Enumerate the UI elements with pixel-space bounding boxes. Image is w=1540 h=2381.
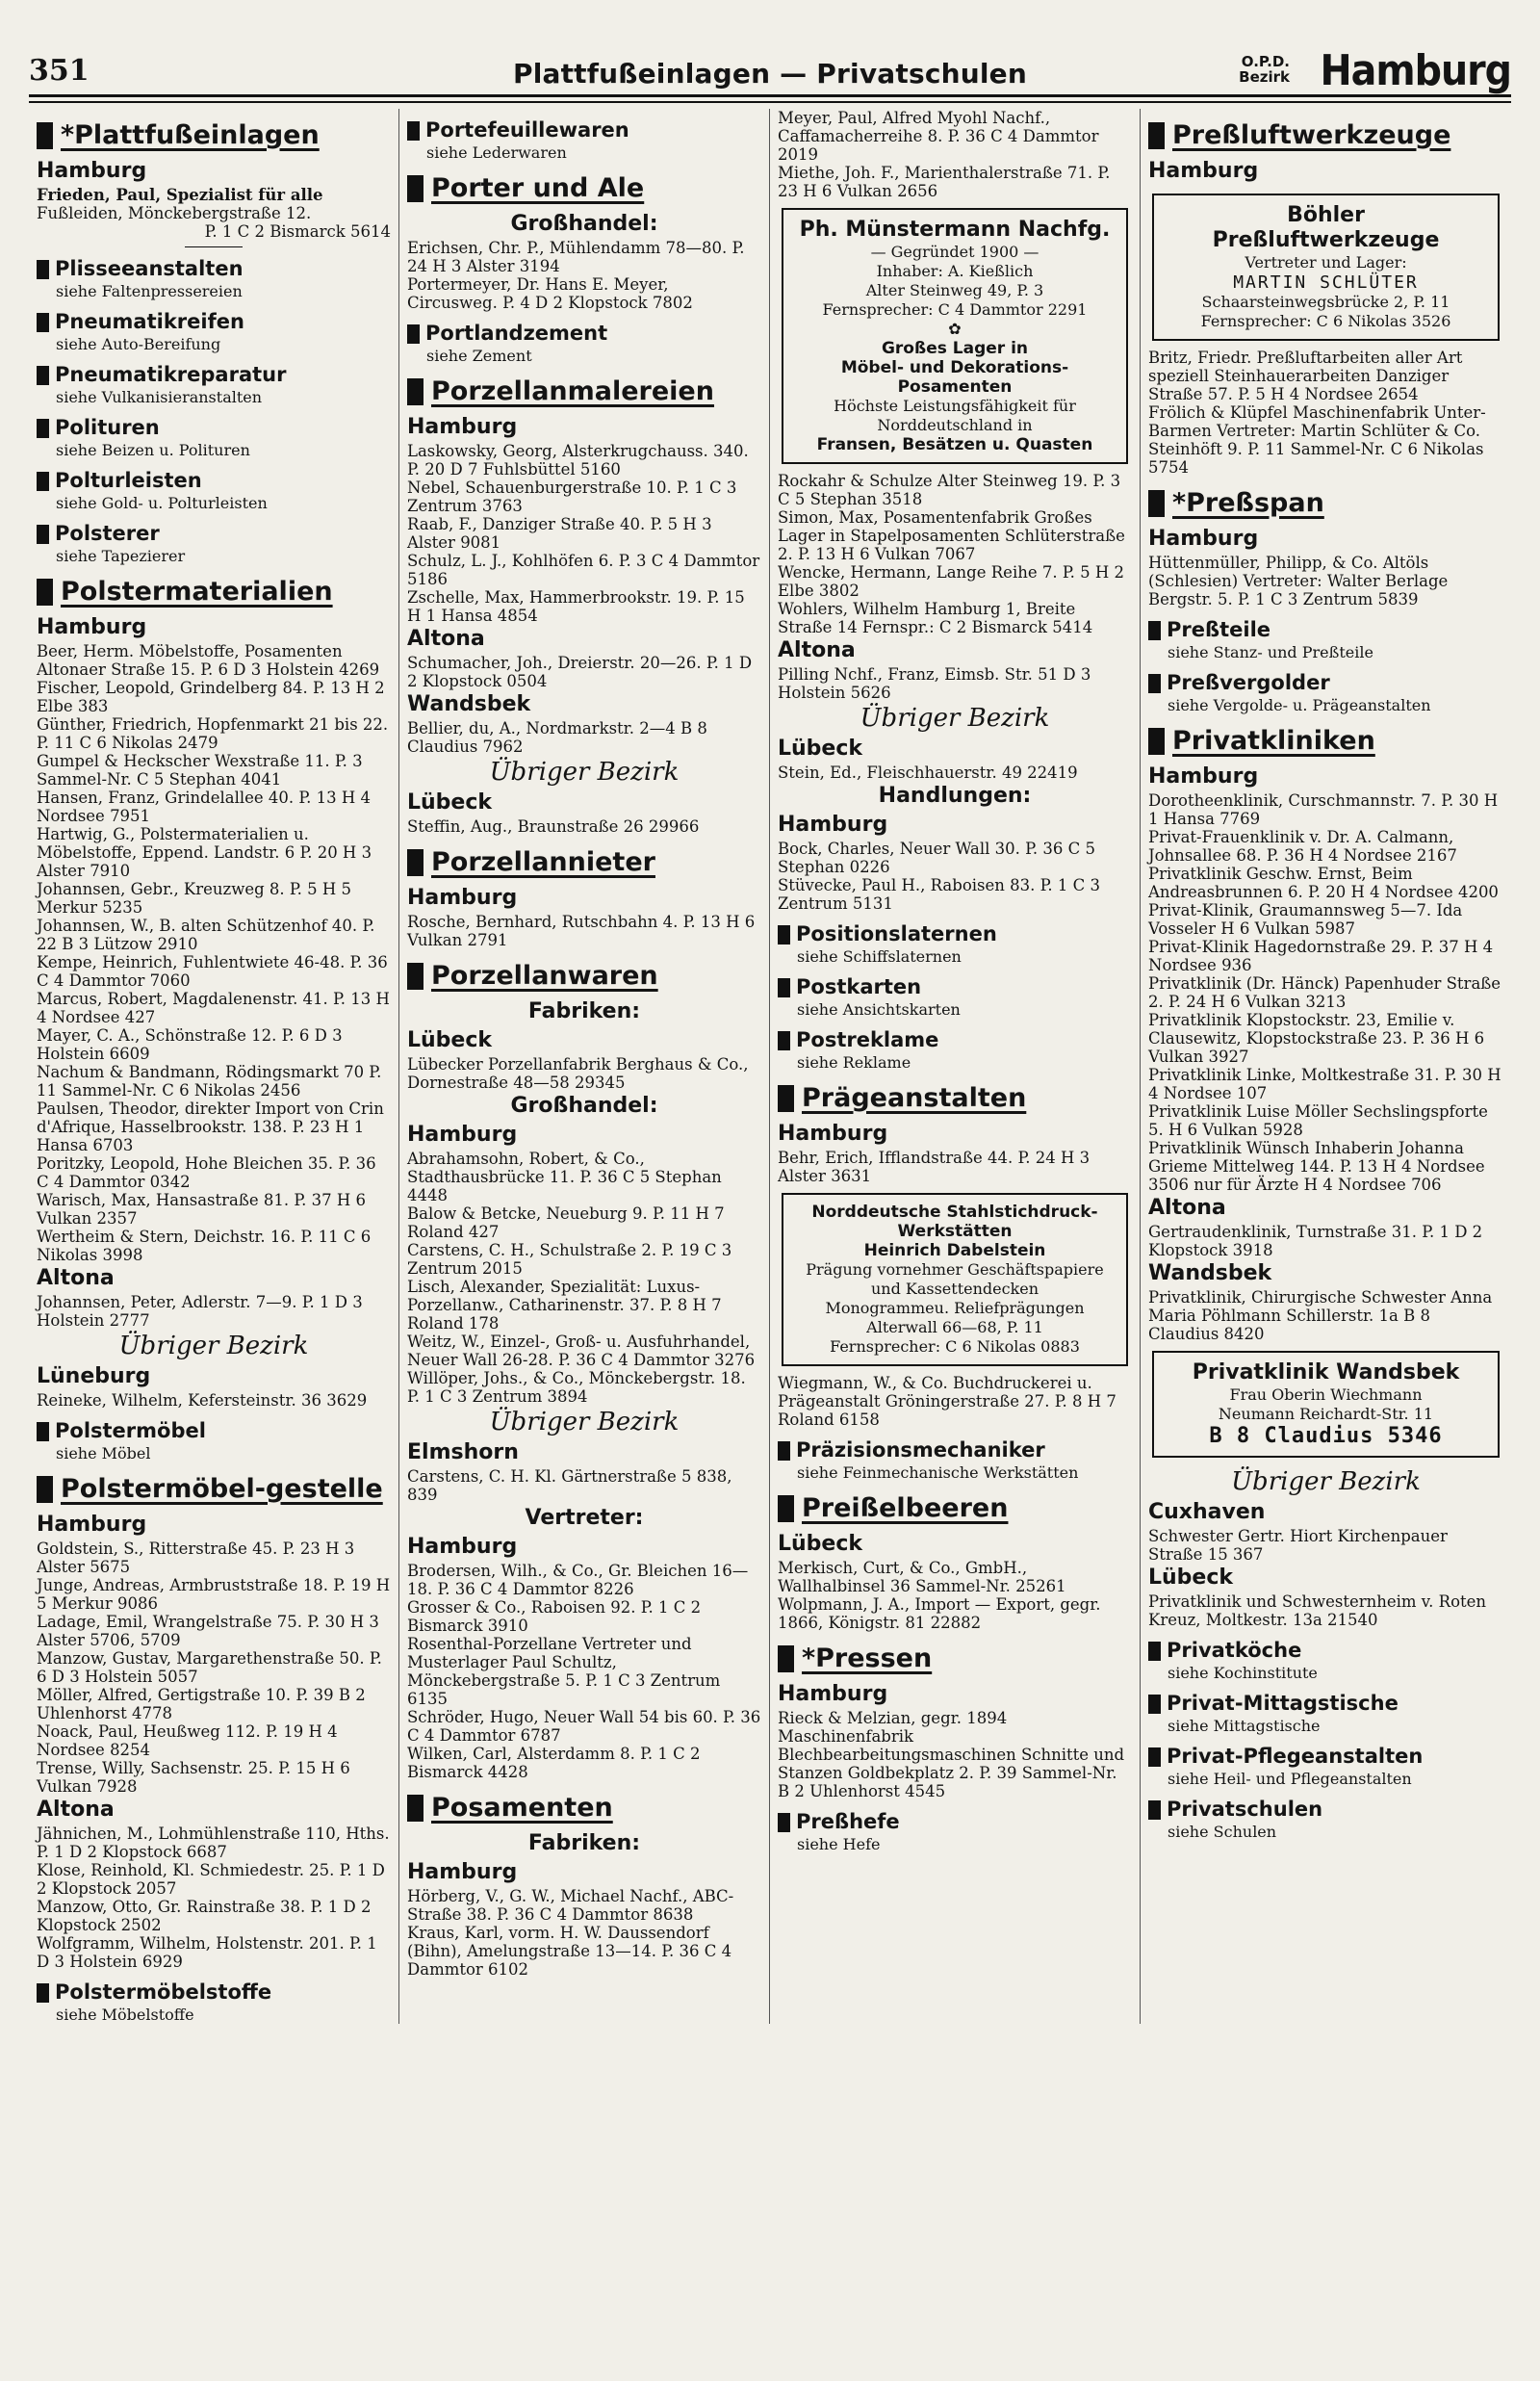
section-heading: Pneumatikreifen xyxy=(37,310,391,334)
entry: Manzow, Gustav, Margarethenstraße 50. P. 6 D 3 Holstein 5057 xyxy=(37,1649,382,1686)
section-heading: Polturleisten xyxy=(37,469,391,493)
entry: Simon, Max, Posamentenfabrik Großes Lager in Stapelposamenten Schlüterstraße 2. P. 13 H 6 Vulkan 7067 xyxy=(778,508,1125,563)
entry: Günther, Friedrich, Hopfenmarkt 21 bis 22. P. 11 C 6 Nikolas 2479 xyxy=(37,715,389,752)
bullet-square-icon xyxy=(407,324,420,344)
cross-reference: siehe Auto-Bereifung xyxy=(56,335,221,353)
location-heading: Hamburg xyxy=(37,615,147,639)
cross-reference: siehe Heil- und Pflegeanstalten xyxy=(1168,1770,1412,1788)
entry: Wolpmann, J. A., Import — Export, gegr. 1866, Königstr. 81 22882 xyxy=(778,1595,1101,1632)
entry: Ladage, Emil, Wrangelstraße 75. P. 30 H 3 Alster 5706, 5709 xyxy=(37,1613,379,1649)
entry: Hörberg, V., G. W., Michael Nachf., ABC-Straße 38. P. 36 C 4 Dammtor 8638 xyxy=(407,1887,734,1924)
location-heading: Hamburg xyxy=(407,415,518,439)
entry: Stüvecke, Paul H., Raboisen 83. P. 1 C 3 Zentrum 5131 xyxy=(778,876,1100,913)
advertisement-box: Böhler Preßluftwerkzeuge Vertreter und Lager: MARTIN SCHLÜTER Schaarsteinwegsbrücke 2, P. 11 Fernsprecher: C 6 Nikolas 3526 xyxy=(1152,194,1500,341)
bullet-square-icon xyxy=(1148,1800,1161,1820)
entry: Laskowsky, Georg, Alsterkrugchauss. 340. P. 20 D 7 Fuhlsbüttel 5160 xyxy=(407,442,749,479)
bullet-square-icon xyxy=(407,378,424,405)
entry: Poritzky, Leopold, Hohe Bleichen 35. P. 36 C 4 Dammtor 0342 xyxy=(37,1154,376,1191)
bullet-square-icon xyxy=(778,1441,790,1461)
bullet-square-icon xyxy=(37,419,49,438)
entry: Trense, Willy, Sachsenstr. 25. P. 15 H 6 Vulkan 7928 xyxy=(37,1759,350,1796)
entry: Frölich & Klüpfel Maschinenfabrik Unter-Barmen Vertreter: Martin Schlüter & Co. Steinhöft 9. P. 11 Sammel-Nr. C 6 Nikolas 5754 xyxy=(1148,403,1486,477)
entry: Beer, Herm. Möbelstoffe, Posamenten Altonaer Straße 15. P. 6 D 3 Holstein 4269 xyxy=(37,642,380,679)
columns xyxy=(29,109,1511,2024)
entry: Behr, Erich, Ifflandstraße 44. P. 24 H 3 Alster 3631 xyxy=(778,1149,1091,1185)
page-header xyxy=(29,25,1511,97)
cross-reference: siehe Möbelstoffe xyxy=(56,2006,194,2024)
bullet-square-icon xyxy=(37,579,53,606)
section-heading: Positionslaternen xyxy=(778,922,1132,946)
entry: Wiegmann, W., & Co. Buchdruckerei u. Prägeanstalt Gröningerstraße 27. P. 8 H 7 Roland 6158 xyxy=(778,1374,1116,1429)
section-heading: Plisseeanstalten xyxy=(37,257,391,281)
location-heading: Lübeck xyxy=(778,1532,863,1556)
entry: Schwester Gertr. Hiort Kirchenpauer Straße 15 367 xyxy=(1148,1527,1448,1564)
cross-reference: siehe Stanz- und Preßteile xyxy=(1168,643,1373,661)
cross-reference: siehe Beizen u. Polituren xyxy=(56,441,250,459)
bullet-square-icon xyxy=(37,122,53,149)
entry: Britz, Friedr. Preßluftarbeiten aller Art speziell Steinhauerarbeiten Danziger Straße 57. P. 5 H 4 Nordsee 2654 xyxy=(1148,349,1463,403)
entry: Willöper, Johs., & Co., Mönckebergstr. 18. P. 1 C 3 Zentrum 3894 xyxy=(407,1369,746,1406)
entry: Privat-Klinik, Graumannsweg 5—7. Ida Vosseler H 6 Vulkan 5987 xyxy=(1148,901,1463,938)
entry: Rockahr & Schulze Alter Steinweg 19. P. 3 C 5 Stephan 3518 xyxy=(778,472,1121,508)
entry: Privatklinik Luise Möller Sechslingspforte 5. H 6 Vulkan 5928 xyxy=(1148,1102,1488,1139)
location-heading: Lübeck xyxy=(778,737,863,761)
bullet-square-icon xyxy=(407,175,424,202)
page-number: 351 xyxy=(29,54,90,88)
entry: Rosche, Bernhard, Rutschbahn 4. P. 13 H 6 Vulkan 2791 xyxy=(407,913,756,949)
section-heading: Privat-Pflegeanstalten xyxy=(1148,1745,1503,1769)
subsection-heading: Handlungen: xyxy=(878,784,1032,808)
bullet-square-icon xyxy=(407,1795,424,1822)
location-heading: Cuxhaven xyxy=(1148,1500,1266,1524)
entry: Hartwig, G., Polstermaterialien u. Möbelstoffe, Eppend. Landstr. 6 P. 20 H 3 Alster 7910 xyxy=(37,825,372,880)
location-heading: Hamburg xyxy=(778,1122,888,1146)
cross-reference: siehe Mittagstische xyxy=(1168,1717,1321,1735)
column-4 xyxy=(1141,109,1511,2024)
entry: Schumacher, Joh., Dreierstr. 20—26. P. 1 D 2 Klopstock 0504 xyxy=(407,654,753,690)
cross-reference: siehe Reklame xyxy=(797,1053,911,1072)
column-1 xyxy=(29,109,399,2024)
section-heading: Privatköche xyxy=(1148,1639,1503,1663)
entry: Möller, Alfred, Gertigstraße 10. P. 39 B 2 Uhlenhorst 4778 xyxy=(37,1686,366,1722)
location-heading: Wandsbek xyxy=(407,692,531,716)
section-heading: Prägeanstalten xyxy=(778,1083,1132,1114)
bullet-square-icon xyxy=(407,121,420,141)
entry: Johannsen, Gebr., Kreuzweg 8. P. 5 H 5 Merkur 5235 xyxy=(37,880,352,917)
entry: Privatklinik Linke, Moltkestraße 31. P. 30 H 4 Nordsee 107 xyxy=(1148,1066,1502,1102)
location-heading: Hamburg xyxy=(407,1860,518,1884)
bullet-square-icon xyxy=(1148,490,1165,517)
section-heading: Posamenten xyxy=(407,1793,761,1824)
location-heading: Hamburg xyxy=(407,886,518,910)
bullet-square-icon xyxy=(778,1645,794,1672)
subsection-heading: Fabriken: xyxy=(527,999,641,1023)
section-heading: Privatschulen xyxy=(1148,1798,1503,1822)
entry: Raab, F., Danziger Straße 40. P. 5 H 3 Alster 9081 xyxy=(407,515,712,552)
entry: Schulz, L. J., Kohlhöfen 6. P. 3 C 4 Dammtor 5186 xyxy=(407,552,760,588)
cross-reference: siehe Schiffslaternen xyxy=(797,947,962,966)
advertisement-box: Ph. Münstermann Nachfg. — Gegründet 1900 — Inhaber: A. Kießlich Alter Steinweg 49, P. 3 Fernsprecher: C 4 Dammtor 2291 ✿ Großes Lager in Möbel- und Dekorations- Posamenten Höchste Leistungsfähigkeit für Norddeutschland in Fransen, Besätzen u. Quasten xyxy=(782,208,1128,464)
bullet-square-icon xyxy=(778,978,790,997)
entry: Wolfgramm, Wilhelm, Holstenstr. 201. P. 1 D 3 Holstein 6929 xyxy=(37,1934,377,1971)
entry: Goldstein, S., Ritterstraße 45. P. 23 H 3 Alster 5675 xyxy=(37,1540,355,1576)
location-heading: Hamburg xyxy=(1148,527,1259,551)
cross-reference: siehe Kochinstitute xyxy=(1168,1664,1318,1682)
entry: Kraus, Karl, vorm. H. W. Daussendorf (Bihn), Amelungstraße 13—14. P. 36 C 4 Dammtor 6102 xyxy=(407,1924,732,1979)
header-rule xyxy=(29,101,1511,103)
entry: Zschelle, Max, Hammerbrookstr. 19. P. 15 H 1 Hansa 4854 xyxy=(407,588,745,625)
entry: Fischer, Leopold, Grindelberg 84. P. 13 H 2 Elbe 383 xyxy=(37,679,385,715)
cross-reference: siehe Tapezierer xyxy=(56,547,186,565)
bullet-square-icon xyxy=(37,1983,49,2003)
bullet-square-icon xyxy=(778,1495,794,1522)
entry: Pilling Nchf., Franz, Eimsb. Str. 51 D 3 Holstein 5626 xyxy=(778,665,1091,702)
cross-reference: siehe Vergolde- u. Prägeanstalten xyxy=(1168,696,1431,714)
entry: Rieck & Melzian, gegr. 1894 Maschinenfabrik Blechbearbeitungsmaschinen Schnitte und Stanzen Goldbekplatz 2. P. 39 Sammel-Nr. B 2 Uhlenhorst 4545 xyxy=(778,1709,1125,1800)
entry: Reineke, Wilhelm, Kefersteinstr. 36 3629 xyxy=(37,1391,368,1410)
entry: Johannsen, Peter, Adlerstr. 7—9. P. 1 D 3 Holstein 2777 xyxy=(37,1293,363,1330)
cross-reference: siehe Lederwaren xyxy=(426,143,567,162)
bullet-square-icon xyxy=(1148,621,1161,640)
subsection-heading: Großhandel: xyxy=(510,1094,658,1118)
entry: Dorotheenklinik, Curschmannstr. 7. P. 30 H 1 Hansa 7769 xyxy=(1148,791,1499,828)
location-heading: Hamburg xyxy=(37,159,147,183)
entry: Grosser & Co., Raboisen 92. P. 1 C 2 Bismarck 3910 xyxy=(407,1598,702,1635)
entry: Balow & Betcke, Neueburg 9. P. 11 H 7 Roland 427 xyxy=(407,1204,725,1241)
region-heading: Übriger Bezirk xyxy=(118,1332,309,1360)
bullet-square-icon xyxy=(1148,1642,1161,1661)
entry: Privatklinik (Dr. Hänck) Papenhuder Straße 2. P. 24 H 6 Vulkan 3213 xyxy=(1148,974,1502,1011)
entry: Gertraudenklinik, Turnstraße 31. P. 1 D 2 Klopstock 3918 xyxy=(1148,1223,1483,1259)
section-heading: Preißelbeeren xyxy=(778,1493,1132,1524)
entry: Marcus, Robert, Magdalenenstr. 41. P. 13 H 4 Nordsee 427 xyxy=(37,990,390,1026)
region-heading: Übriger Bezirk xyxy=(489,1408,680,1436)
entry: Steffin, Aug., Braunstraße 26 29966 xyxy=(407,817,700,836)
cross-reference: siehe Zement xyxy=(426,347,532,365)
location-heading: Altona xyxy=(1148,1196,1226,1220)
section-heading: Präzisionsmechaniker xyxy=(778,1438,1132,1462)
location-heading: Hamburg xyxy=(1148,764,1259,789)
advertisement-box: Norddeutsche Stahlstichdruck- Werkstätten Heinrich Dabelstein Prägung vornehmer Geschäftspapiere und Kassettendecken Monogrammeu. Reliefprägungen Alterwall 66—68, P. 11 Fernsprecher: C 6 Nikolas 0883 xyxy=(782,1193,1128,1366)
cross-reference: siehe Gold- u. Polturleisten xyxy=(56,494,268,512)
entry: Privatklinik Geschw. Ernst, Beim Andreasbrunnen 6. P. 20 H 4 Nordsee 4200 xyxy=(1148,865,1499,901)
bullet-square-icon xyxy=(37,366,49,385)
district-label: O.P.D. Bezirk xyxy=(1239,53,1290,86)
entry: Privatklinik und Schwesternheim v. Roten Kreuz, Moltkestr. 13a 21540 xyxy=(1148,1592,1487,1629)
bullet-square-icon xyxy=(37,525,49,544)
entry: Wilken, Carl, Alsterdamm 8. P. 1 C 2 Bismarck 4428 xyxy=(407,1745,701,1781)
subsection-heading: Fabriken: xyxy=(527,1831,641,1855)
location-heading: Hamburg xyxy=(778,813,888,837)
location-heading: Hamburg xyxy=(1148,159,1259,183)
location-heading: Lübeck xyxy=(407,1028,493,1052)
subsection-heading: Großhandel: xyxy=(510,212,658,236)
section-heading: Porzellanwaren xyxy=(407,961,761,992)
section-heading: *Pressen xyxy=(778,1643,1132,1674)
location-heading: Altona xyxy=(37,1266,115,1290)
bullet-square-icon xyxy=(778,1813,790,1832)
location-heading: Hamburg xyxy=(407,1535,518,1559)
entry: Hüttenmüller, Philipp, & Co. Altöls (Schlesien) Vertreter: Walter Berlage Bergstr. 5. P. 1 C 3 Zentrum 5839 xyxy=(1148,554,1449,608)
entry: Bock, Charles, Neuer Wall 30. P. 36 C 5 Stephan 0226 xyxy=(778,840,1095,876)
section-heading: Privat-Mittagstische xyxy=(1148,1692,1503,1716)
entry: Lisch, Alexander, Spezialität: Luxus-Porzellanw., Catharinenstr. 37. P. 8 H 7 Roland 178 xyxy=(407,1278,722,1333)
cross-reference: siehe Feinmechanische Werkstätten xyxy=(797,1463,1079,1482)
entry: Jähnichen, M., Lohmühlenstraße 110, Hths. P. 1 D 2 Klopstock 6687 xyxy=(37,1825,390,1861)
advertisement-box: Privatklinik Wandsbek Frau Oberin Wiechmann Neumann Reichardt-Str. 11 B 8 Claudius 5346 xyxy=(1152,1351,1500,1458)
section-heading: Portefeuillewaren xyxy=(407,118,761,142)
subsection-heading: Vertreter: xyxy=(525,1506,644,1530)
cross-reference: siehe Vulkanisieranstalten xyxy=(56,388,263,406)
section-heading: Polsterer xyxy=(37,522,391,546)
entry: Mayer, C. A., Schönstraße 12. P. 6 D 3 Holstein 6609 xyxy=(37,1026,343,1063)
bullet-square-icon xyxy=(1148,1747,1161,1767)
bullet-square-icon xyxy=(1148,122,1165,149)
entry: Noack, Paul, Heußweg 112. P. 19 H 4 Nordsee 8254 xyxy=(37,1722,338,1759)
section-heading: Portlandzement xyxy=(407,322,761,346)
entry: Rosenthal-Porzellane Vertreter und Musterlager Paul Schultz, Mönckebergstraße 5. P. 1 C 3 Zentrum 6135 xyxy=(407,1635,721,1708)
entry: Stein, Ed., Fleischhauerstr. 49 22419 xyxy=(778,763,1078,782)
section-heading: Polstermaterialien xyxy=(37,577,391,608)
entry: Frieden, Paul, Spezialist für alle Fußleiden, Mönckebergstraße 12. P. 1 C 2 Bismarck 5614 xyxy=(37,186,391,241)
ornament-icon: ✿ xyxy=(948,320,962,338)
bullet-square-icon xyxy=(37,1422,49,1441)
entry: Carstens, C. H. Kl. Gärtnerstraße 5 838, 839 xyxy=(407,1467,732,1504)
section-heading: Preßteile xyxy=(1148,618,1503,642)
section-heading: Preßhefe xyxy=(778,1810,1132,1834)
section-heading: Preßluftwerkzeuge xyxy=(1148,120,1503,151)
bullet-square-icon xyxy=(1148,674,1161,693)
running-title: Plattfußeinlagen — Privatschulen xyxy=(512,58,1028,90)
section-heading: Pneumatikreparatur xyxy=(37,363,391,387)
location-heading: Elmshorn xyxy=(407,1440,519,1464)
bullet-square-icon xyxy=(778,925,790,945)
cross-reference: siehe Ansichtskarten xyxy=(797,1000,961,1019)
bullet-square-icon xyxy=(1148,728,1165,755)
bullet-square-icon xyxy=(407,963,424,990)
entry: Privat-Frauenklinik v. Dr. A. Calmann, Johnsallee 68. P. 36 H 4 Nordsee 2167 xyxy=(1148,828,1457,865)
section-heading: *Preßspan xyxy=(1148,488,1503,519)
bullet-square-icon xyxy=(37,1476,53,1503)
entry: Junge, Andreas, Armbruststraße 18. P. 19 H 5 Merkur 9086 xyxy=(37,1576,391,1613)
entry: Portermeyer, Dr. Hans E. Meyer, Circusweg. P. 4 D 2 Klopstock 7802 xyxy=(407,275,693,312)
section-heading: Polstermöbelstoffe xyxy=(37,1980,391,2005)
bullet-square-icon xyxy=(778,1031,790,1050)
location-heading: Wandsbek xyxy=(1148,1261,1272,1285)
section-heading: Postreklame xyxy=(778,1028,1132,1052)
entry: Kempe, Heinrich, Fuhlentwiete 46-48. P. 36 C 4 Dammtor 7060 xyxy=(37,953,388,990)
location-heading: Hamburg xyxy=(37,1513,147,1537)
entry: Bellier, du, A., Nordmarkstr. 2—4 B 8 Claudius 7962 xyxy=(407,719,707,756)
location-heading: Hamburg xyxy=(778,1682,888,1706)
city-title: Hamburg xyxy=(1320,46,1511,95)
location-heading: Lüneburg xyxy=(37,1364,151,1388)
column-3 xyxy=(770,109,1141,2024)
entry: Miethe, Joh. F., Marienthalerstraße 71. P. 23 H 6 Vulkan 2656 xyxy=(778,164,1111,200)
section-heading: Porzellanmalereien xyxy=(407,376,761,407)
entry: Wencke, Hermann, Lange Reihe 7. P. 5 H 2 Elbe 3802 xyxy=(778,563,1124,600)
location-heading: Lübeck xyxy=(407,790,493,815)
entry: Brodersen, Wilh., & Co., Gr. Bleichen 16—18. P. 36 C 4 Dammtor 8226 xyxy=(407,1562,749,1598)
bullet-square-icon xyxy=(1148,1695,1161,1714)
section-heading: Polituren xyxy=(37,416,391,440)
section-heading: Polstermöbel-gestelle xyxy=(37,1474,391,1505)
location-heading: Altona xyxy=(778,638,856,662)
entry: Schröder, Hugo, Neuer Wall 54 bis 60. P. 36 C 4 Dammtor 6787 xyxy=(407,1708,761,1745)
cross-reference: siehe Hefe xyxy=(797,1835,881,1853)
entry: Wohlers, Wilhelm Hamburg 1, Breite Straße 14 Fernspr.: C 2 Bismarck 5414 xyxy=(778,600,1093,636)
entry: Hansen, Franz, Grindelallee 40. P. 13 H 4 Nordsee 7951 xyxy=(37,789,372,825)
bullet-square-icon xyxy=(37,313,49,332)
entry: Privatklinik Wünsch Inhaberin Johanna Grieme Mittelweg 144. P. 13 H 4 Nordsee 3506 nur für Ärzte H 4 Nordsee 706 xyxy=(1148,1139,1485,1194)
entry: Privatklinik Klopstockstr. 23, Emilie v. Clausewitz, Klopstockstraße 23. P. 36 H 6 Vulkan 3927 xyxy=(1148,1011,1485,1066)
section-heading: Polstermöbel xyxy=(37,1419,391,1443)
entry: Privatklinik, Chirurgische Schwester Anna Maria Pöhlmann Schillerstr. 1a B 8 Claudius 8420 xyxy=(1148,1288,1493,1343)
entry: Gumpel & Heckscher Wexstraße 11. P. 3 Sammel-Nr. C 5 Stephan 4041 xyxy=(37,752,363,789)
section-heading: Porzellannieter xyxy=(407,847,761,878)
cross-reference: siehe Möbel xyxy=(56,1444,151,1462)
cross-reference: siehe Schulen xyxy=(1168,1823,1277,1841)
entry: Privat-Klinik Hagedornstraße 29. P. 37 H 4 Nordsee 936 xyxy=(1148,938,1494,974)
section-heading: Porter und Ale xyxy=(407,173,761,204)
entry: Carstens, C. H., Schulstraße 2. P. 19 C 3 Zentrum 2015 xyxy=(407,1241,732,1278)
entry: Abrahamsohn, Robert, & Co., Stadthausbrücke 11. P. 36 C 5 Stephan 4448 xyxy=(407,1150,722,1204)
entry: Manzow, Otto, Gr. Rainstraße 38. P. 1 D 2 Klopstock 2502 xyxy=(37,1898,372,1934)
column-2 xyxy=(399,109,770,2024)
location-heading: Altona xyxy=(37,1798,115,1822)
cross-reference: siehe Faltenpressereien xyxy=(56,282,243,300)
section-heading: Privatkliniken xyxy=(1148,726,1503,757)
entry: Paulsen, Theodor, direkter Import von Crin d'Afrique, Hasselbrookstr. 138. P. 23 H 1 Hansa 6703 xyxy=(37,1100,384,1154)
location-heading: Altona xyxy=(407,627,485,651)
entry: Erichsen, Chr. P., Mühlendamm 78—80. P. 24 H 3 Alster 3194 xyxy=(407,239,745,275)
section-heading: *Plattfußeinlagen xyxy=(37,120,391,151)
divider xyxy=(185,246,243,247)
bullet-square-icon xyxy=(37,472,49,491)
entry: Lübecker Porzellanfabrik Berghaus & Co., Dornestraße 48—58 29345 xyxy=(407,1055,749,1092)
region-heading: Übriger Bezirk xyxy=(1231,1467,1421,1496)
entry: Nebel, Schauenburgerstraße 10. P. 1 C 3 Zentrum 3763 xyxy=(407,479,737,515)
section-heading: Postkarten xyxy=(778,975,1132,999)
section-heading: Preßvergolder xyxy=(1148,671,1503,695)
region-heading: Übriger Bezirk xyxy=(489,758,680,787)
entry: Merkisch, Curt, & Co., GmbH., Wallhalbinsel 36 Sammel-Nr. 25261 xyxy=(778,1559,1066,1595)
location-heading: Lübeck xyxy=(1148,1566,1234,1590)
entry: Johannsen, W., B. alten Schützenhof 40. P. 22 B 3 Lützow 2910 xyxy=(37,917,375,953)
bullet-square-icon xyxy=(778,1085,794,1112)
region-heading: Übriger Bezirk xyxy=(860,704,1050,733)
entry: Warisch, Max, Hansastraße 81. P. 37 H 6 Vulkan 2357 xyxy=(37,1191,366,1228)
bullet-square-icon xyxy=(407,849,424,876)
location-heading: Hamburg xyxy=(407,1123,518,1147)
entry: Wertheim & Stern, Deichstr. 16. P. 11 C 6 Nikolas 3998 xyxy=(37,1228,372,1264)
entry: Meyer, Paul, Alfred Myohl Nachf., Caffamacherreihe 8. P. 36 C 4 Dammtor 2019 xyxy=(778,109,1099,164)
entry: Nachum & Bandmann, Rödingsmarkt 70 P. 11 Sammel-Nr. C 6 Nikolas 2456 xyxy=(37,1063,382,1100)
entry: Weitz, W., Einzel-, Groß- u. Ausfuhrhandel, Neuer Wall 26-28. P. 36 C 4 Dammtor 3276 xyxy=(407,1333,756,1369)
bullet-square-icon xyxy=(37,260,49,279)
entry: Klose, Reinhold, Kl. Schmiedestr. 25. P. 1 D 2 Klopstock 2057 xyxy=(37,1861,385,1898)
